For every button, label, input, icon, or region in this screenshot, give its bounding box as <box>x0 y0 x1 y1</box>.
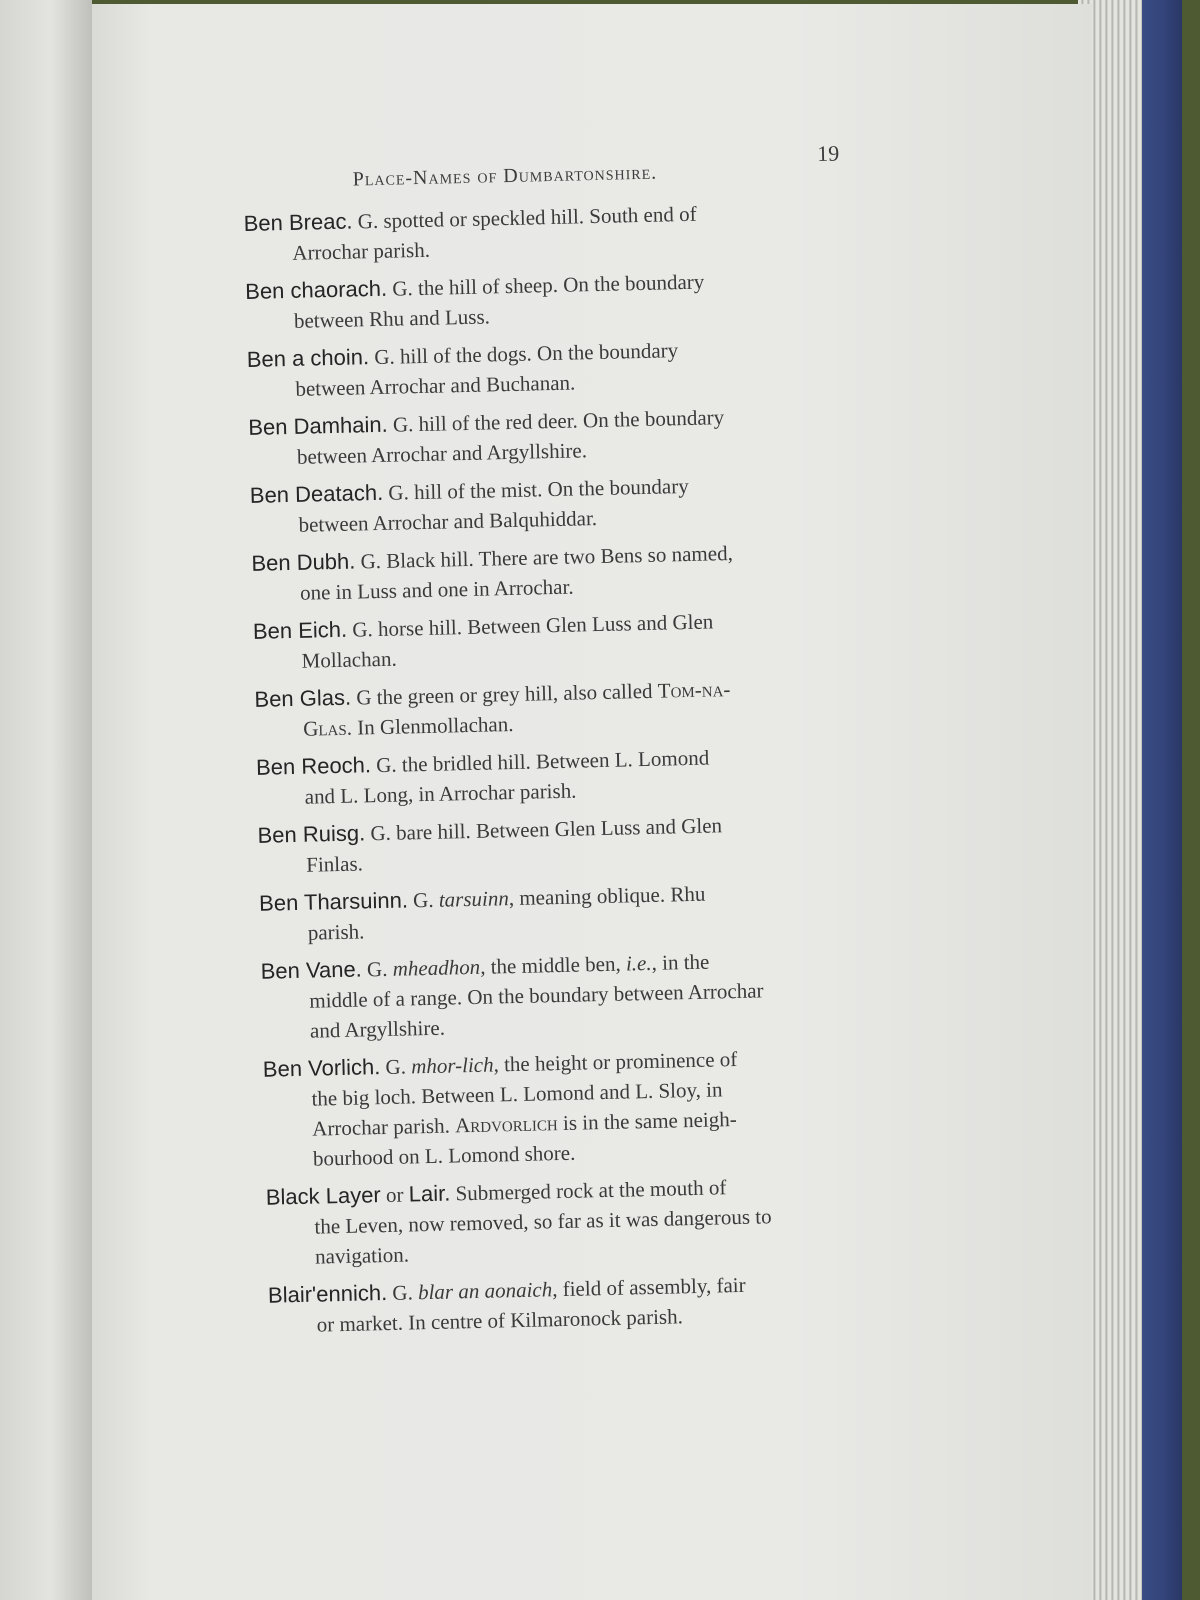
definition-text: G. horse hill. Between Glen Luss and Glen <box>346 609 714 642</box>
definition-text: G the green or grey hill, also called <box>350 678 659 710</box>
headword: Ben Eich. <box>252 616 348 644</box>
left-page <box>0 0 92 1600</box>
definition-text: , in the <box>651 949 710 975</box>
entry-black-layer <box>265 1168 907 1272</box>
definition-text: G. <box>407 887 440 913</box>
definition-continuation: one in Luss and one in Arrochar. <box>299 574 574 605</box>
definition-text: , the height or prominence of <box>493 1047 738 1077</box>
definition-continuation: is in the same neigh- <box>557 1107 737 1136</box>
book-page <box>92 4 1092 1600</box>
entry-ben-glas <box>254 670 895 745</box>
definition-text: G. hill of the dogs. On the boundary <box>368 338 679 370</box>
entry-ben-damhain <box>248 398 889 473</box>
definition-text: G. Black hill. There are two Bens so named, <box>355 540 734 574</box>
entry-ben-chaorach <box>245 262 886 337</box>
definition-text: G. spotted or speckled hill. South end of <box>352 201 697 234</box>
definition-continuation: between Arrochar and Balquhiddar. <box>298 506 598 537</box>
page-content <box>242 134 909 1340</box>
definition-continuation: Arrochar parish. <box>292 237 431 265</box>
abbreviation: i.e. <box>625 950 652 976</box>
definition-continuation: the big loch. Between L. Lomond and L. Sloy, in <box>311 1077 723 1111</box>
entry-ben-tharsuinn <box>259 874 900 949</box>
definition-text: or <box>380 1182 409 1208</box>
headword: Ben chaorach. <box>244 275 388 304</box>
headword: Ben Ruisg. <box>257 820 366 848</box>
entry-ben-deatach <box>250 466 891 541</box>
definition-continuation: and L. Long, in Arrochar parish. <box>304 778 577 809</box>
headword: Ben Breac. <box>243 208 353 236</box>
definition-continuation: bourhood on L. Lomond shore. <box>312 1140 576 1171</box>
definition-text: , meaning oblique. Rhu <box>508 881 706 911</box>
definition-text: G. <box>379 1054 412 1080</box>
headword: Blair'ennich. <box>267 1280 388 1308</box>
gaelic-word: tarsuinn <box>438 886 510 912</box>
definition-text: , field of assembly, fair <box>551 1272 746 1302</box>
headword: Ben Vorlich. <box>262 1054 381 1082</box>
definition-text: G. the hill of sheep. On the boundary <box>386 269 705 301</box>
definition-continuation: Finlas. <box>305 851 364 877</box>
definition-continuation: navigation. <box>314 1242 410 1269</box>
entry-ben-reoch <box>256 738 897 813</box>
definition-continuation: parish. <box>307 919 365 945</box>
entry-ben-a-choin <box>246 330 887 405</box>
entry-blairennich <box>268 1266 909 1341</box>
definition-text: G. bare hill. Between Glen Luss and Glen <box>364 813 723 846</box>
running-title: Place-Names of Dumbartonshire. <box>352 161 658 191</box>
definition-continuation: Mollachan. <box>301 646 397 673</box>
cross-reference: Glas. <box>302 715 353 741</box>
cross-reference: Ardvorlich <box>454 1111 558 1138</box>
definition-continuation: the Leven, now removed, so far as it was dangerous to <box>314 1204 772 1239</box>
entry-ben-vane <box>260 942 902 1046</box>
entry-ben-eich <box>253 602 894 677</box>
gaelic-word: mheadhon <box>392 954 481 981</box>
definition-continuation: Arrochar parish. <box>311 1113 456 1141</box>
definition-text: Submerged rock at the mouth of <box>450 1175 727 1206</box>
definition-continuation: between Rhu and Luss. <box>293 304 491 333</box>
page-number: 19 <box>816 140 840 166</box>
headword-variant: Lair. <box>408 1180 451 1207</box>
definition-continuation: between Arrochar and Argyllshire. <box>296 438 588 469</box>
entry-ben-breac <box>243 194 884 269</box>
definition-continuation: and Argyllshire. <box>309 1015 446 1043</box>
cross-reference: Tom-na- <box>657 677 731 703</box>
entry-ben-dubh <box>251 534 892 609</box>
headword: Ben Tharsuinn. <box>258 887 409 916</box>
running-head <box>242 134 883 201</box>
definition-text: , the middle ben, <box>479 951 627 979</box>
definition-text: G. the bridled hill. Between L. Lomond <box>370 745 710 778</box>
definition-text: G. hill of the red deer. On the boundary <box>387 405 725 437</box>
headword: Ben a choin. <box>246 344 370 372</box>
definition-continuation: between Arrochar and Buchanan. <box>295 370 576 401</box>
book-cover-edge <box>1136 0 1182 1600</box>
headword: Black Layer <box>265 1182 381 1210</box>
headword: Ben Deatach. <box>249 479 384 508</box>
gaelic-word: blar an aonaich <box>417 1277 553 1305</box>
definition-text: G. <box>386 1280 419 1305</box>
definition-continuation: or market. In centre of Kilmaronock parish. <box>316 1304 684 1337</box>
entry-ben-vorlich <box>263 1040 906 1174</box>
entry-ben-ruisg <box>257 806 898 881</box>
headword: Ben Dubh. <box>251 548 356 576</box>
headword: Ben Vane. <box>260 956 363 984</box>
definition-continuation: middle of a range. On the boundary between Arrochar <box>309 978 764 1013</box>
definition-text: G. hill of the mist. On the boundary <box>382 473 689 505</box>
gaelic-word: mhor-lich <box>410 1052 494 1079</box>
definition-continuation: In Glenmollachan. <box>351 711 514 740</box>
headword: Ben Reoch. <box>255 752 372 780</box>
headword: Ben Damhain. <box>248 411 388 440</box>
definition-text: G. <box>361 956 393 982</box>
headword: Ben Glas. <box>254 684 352 712</box>
